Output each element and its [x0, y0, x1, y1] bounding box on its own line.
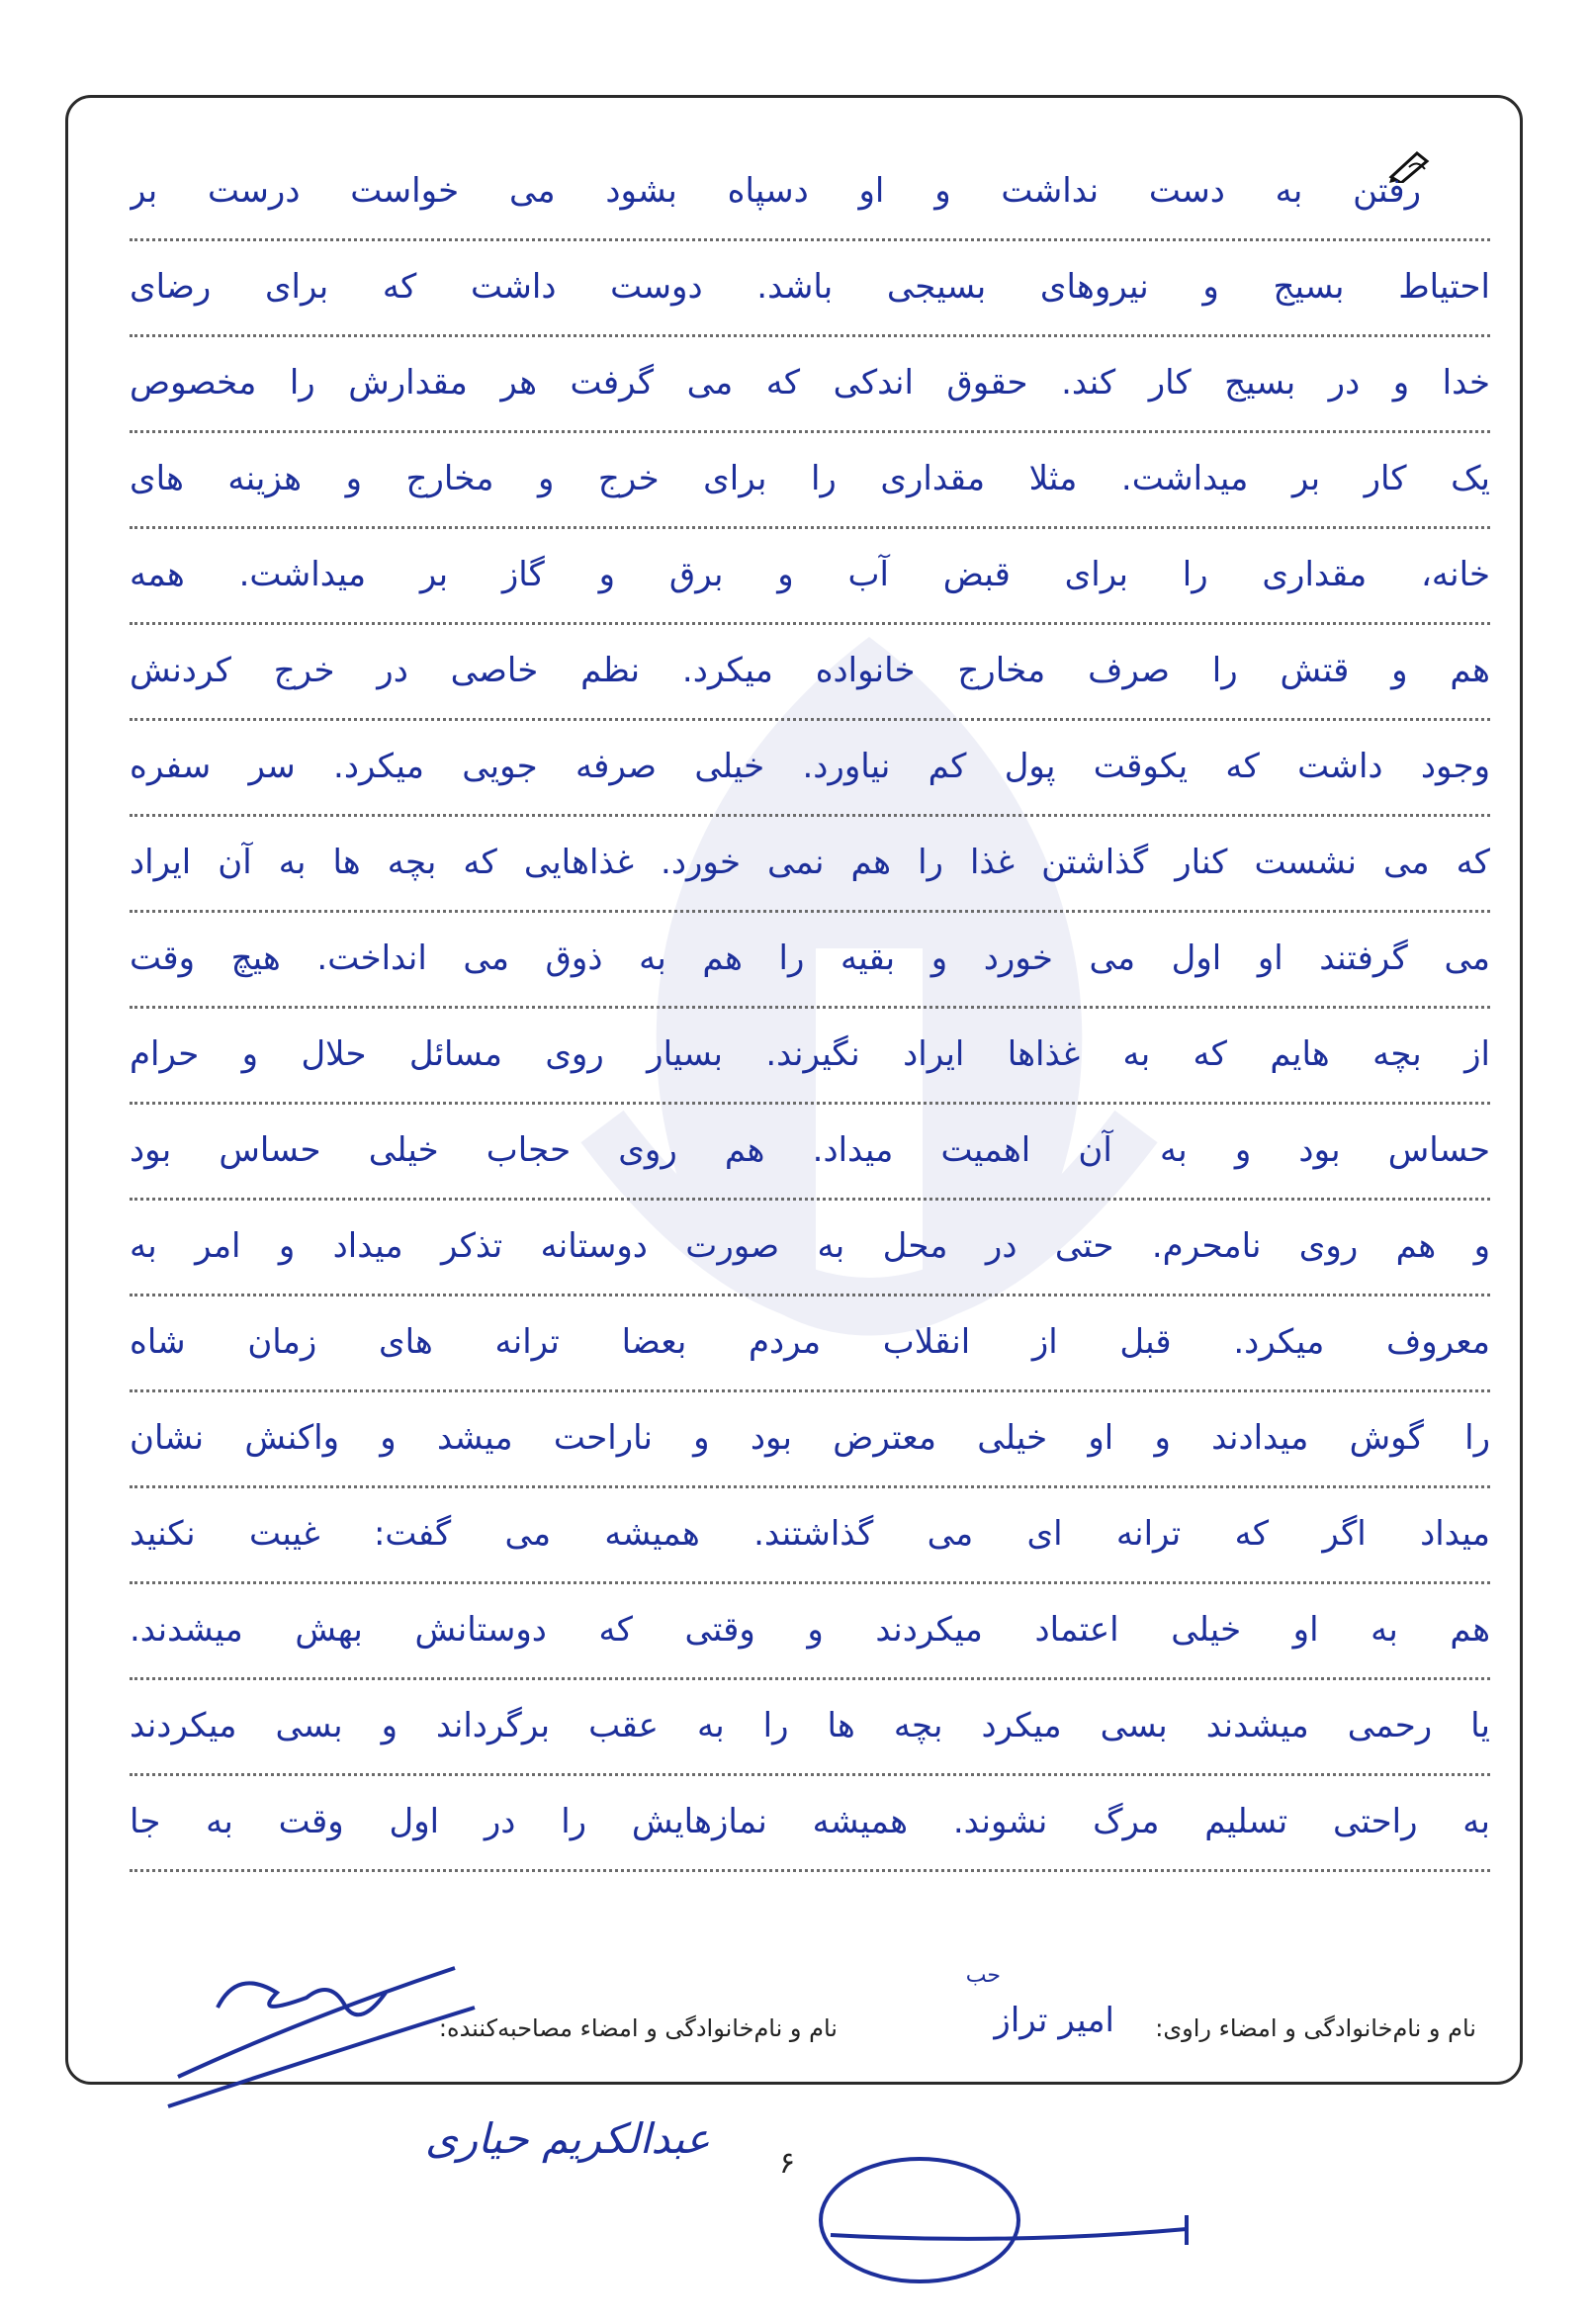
text-line: را گوش میدادند و او خیلی معترض بود و ناراحت میشد و واکنش نشان: [130, 1392, 1490, 1488]
text-line: وجود داشت که یکوقت پول کم نیاورد. خیلی صرفه جویی میکرد. سر سفره: [130, 721, 1490, 817]
interviewer-name-annotation: حب: [965, 1963, 1001, 1988]
text-line: میداد اگر که ترانه ای می گذاشتند. همیشه می گفت: غیبت نکنید: [130, 1488, 1490, 1584]
handwritten-name: عبدالکریم حیاری: [425, 2114, 711, 2163]
page-frame: [65, 95, 1523, 2085]
text-line: هم و قتش را صرف مخارج خانواده میکرد. نظم خاصی در خرج کردنش: [130, 625, 1490, 721]
text-line: احتیاط بسیج و نیروهای بسیجی باشد. دوست داشت که برای رضای: [130, 241, 1490, 337]
text-line: یا رحمی میشدند بسی میکرد بچه ها را به عقب برگرداند و بسی میکردند: [130, 1680, 1490, 1776]
text-line: که می نشست کنار گذاشتن غذا را هم نمی خورد. غذاهایی که بچه ها به آن ایراد: [130, 817, 1490, 913]
text-line: حساس بود و به آن اهمیت میداد. هم روی حجاب خیلی حساس بود: [130, 1105, 1490, 1201]
narrator-signature: [158, 1938, 485, 2126]
interviewer-name: امیر تراز: [994, 2001, 1114, 2040]
text-line: به راحتی تسلیم مرگ نشوند. همیشه نمازهایش را در اول وقت به جا: [130, 1776, 1490, 1872]
text-line: خدا و در بسیج کار کند. حقوق اندکی که می گرفت هر مقدارش را مخصوص: [130, 337, 1490, 433]
page-number: ۶: [779, 2146, 796, 2181]
interviewer-label: نام و نام‌خانوادگی و امضاء مصاحبه‌کننده:: [438, 2014, 838, 2042]
text-line: رفتن به دست نداشت و او دسپاه بشود می خواست درست بر: [130, 145, 1490, 241]
text-line: یک کار بر میداشت. مثلا مقداری را برای خرج و مخارج و هزینه های: [130, 433, 1490, 529]
text-line: و هم روی نامحرم. حتی در محل به صورت دوستانه تذکر میداد و امر به: [130, 1201, 1490, 1296]
text-line: از بچه هایم که به غذاها ایراد نگیرند. بسیار روی مسائل حلال و حرام: [130, 1009, 1490, 1105]
interviewer-signature: [811, 2126, 1226, 2314]
text-line: معروف میکرد. قبل از انقلاب مردم بعضا ترانه های زمان شاه: [130, 1296, 1490, 1392]
text-line: می گرفتند او اول می خورد و بقیه را هم به ذوق می انداخت. هیچ وقت: [130, 913, 1490, 1009]
text-line: هم به او خیلی اعتماد میکردند و وقتی که دوستانش بهش میشدند.: [130, 1584, 1490, 1680]
text-line: خانه، مقداری را برای قبض آب و برق و گاز بر میداشت. همه: [130, 529, 1490, 625]
narrator-label: نام و نام‌خانوادگی و امضاء راوی:: [1155, 2014, 1476, 2042]
handwritten-lines: [130, 145, 1490, 1872]
